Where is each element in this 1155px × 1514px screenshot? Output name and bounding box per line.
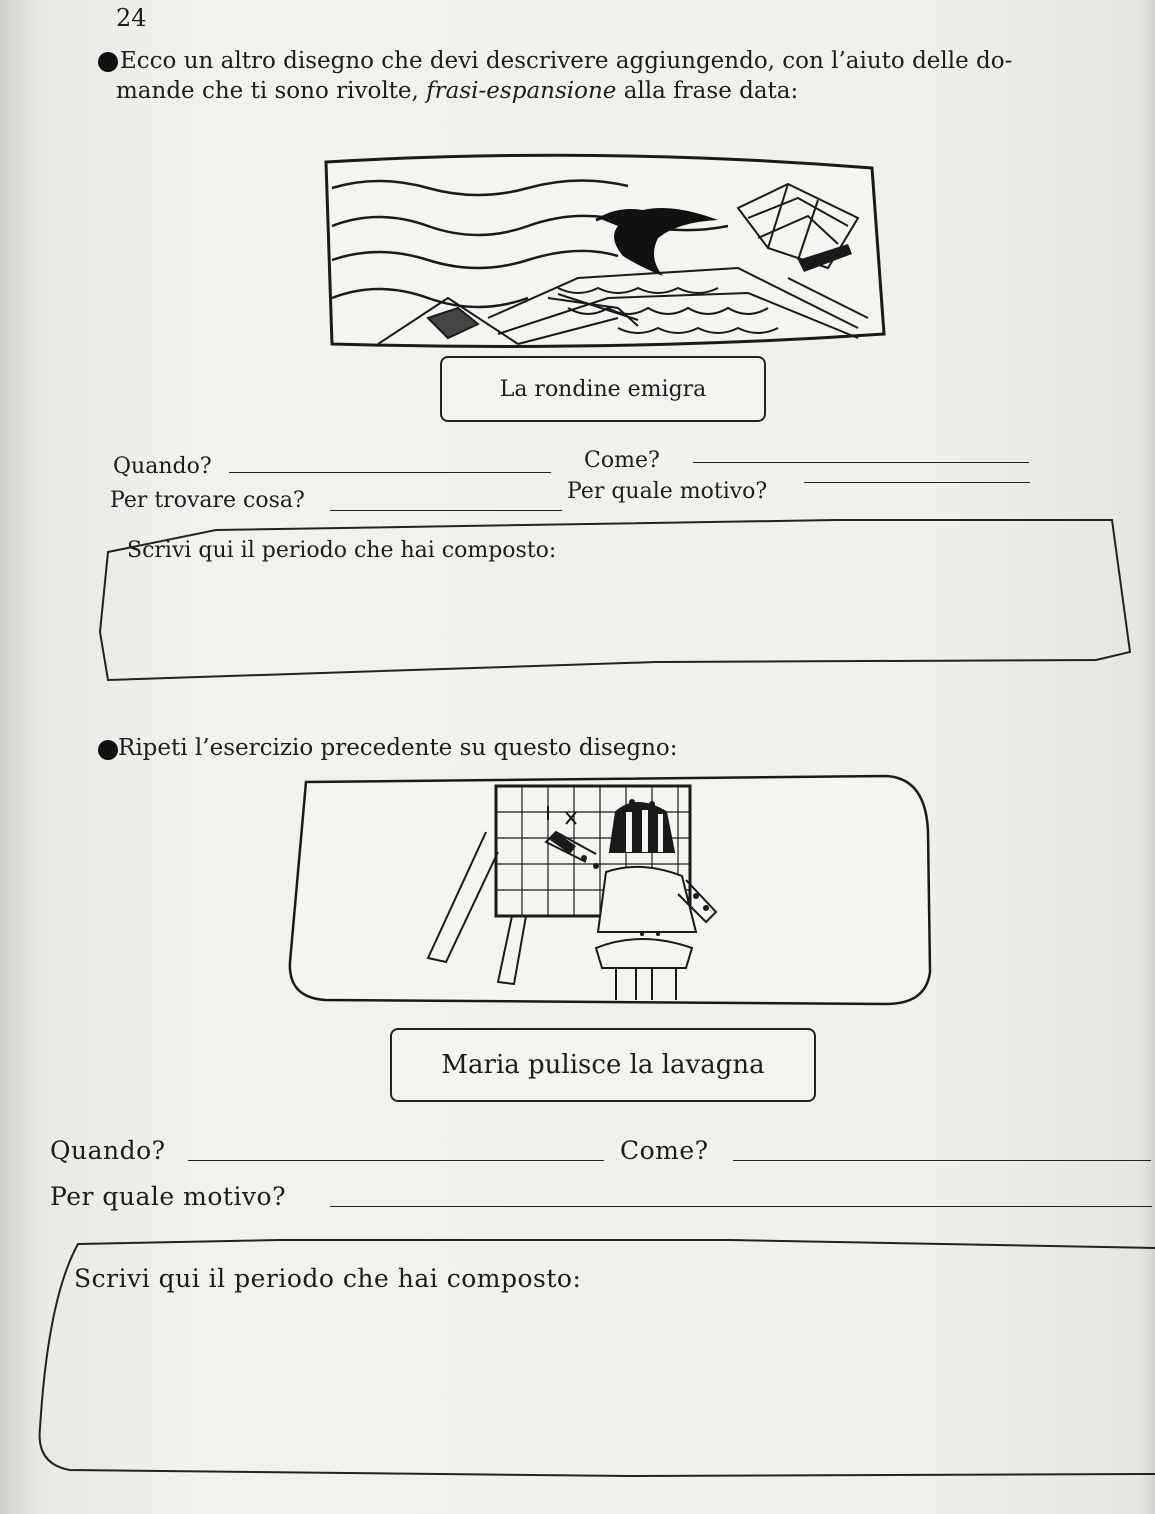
maria-blackboard-illustration xyxy=(286,772,932,1006)
exercise1-question-why: Per quale motivo? xyxy=(567,479,768,504)
exercise2-caption-box xyxy=(390,1028,816,1102)
exercise1-question-how: Come? xyxy=(584,448,660,473)
exercise1-instruction-line1: Ecco un altro disegno che devi descrivere aggiungendo, con l’aiuto delle do- xyxy=(120,48,1013,74)
instruction-text: alla frase data: xyxy=(616,78,799,104)
exercise2-answer-when-line[interactable] xyxy=(188,1160,604,1161)
exercise1-instruction-line2 xyxy=(116,76,798,106)
exercise2-instruction: Ripeti l’esercizio precedente su questo disegno: xyxy=(118,735,678,761)
exercise1-caption-box xyxy=(440,356,766,422)
exercise1-answer-when-line[interactable] xyxy=(229,472,551,473)
exercise2-question-when: Quando? xyxy=(50,1136,166,1165)
exercise2-caption: Maria pulisce la lavagna xyxy=(441,1050,765,1080)
exercise1-question-what: Per trovare cosa? xyxy=(110,488,305,513)
instruction-emphasis: frasi-espansione xyxy=(426,78,617,104)
exercise2-compose-prompt: Scrivi qui il periodo che hai composto: xyxy=(74,1264,582,1293)
exercise1-compose-prompt: Scrivi qui il periodo che hai composto: xyxy=(127,538,557,563)
exercise2-answer-how-line[interactable] xyxy=(733,1160,1151,1161)
bullet-icon xyxy=(98,740,118,760)
exercise2-answer-why-line[interactable] xyxy=(330,1206,1152,1207)
exercise2-question-how: Come? xyxy=(620,1136,709,1165)
exercise1-question-when: Quando? xyxy=(113,454,212,479)
exercise1-caption: La rondine emigra xyxy=(499,376,707,402)
exercise1-answer-why-line[interactable] xyxy=(804,482,1030,483)
exercise1-answer-how-line[interactable] xyxy=(693,462,1029,463)
swallow-roof-illustration xyxy=(318,148,888,356)
instruction-text: mande che ti sono rivolte, xyxy=(116,78,427,104)
bullet-icon xyxy=(98,52,118,72)
exercise1-answer-what-line[interactable] xyxy=(330,510,562,511)
exercise2-question-why: Per quale motivo? xyxy=(50,1182,287,1211)
page-number: 24 xyxy=(116,4,147,32)
